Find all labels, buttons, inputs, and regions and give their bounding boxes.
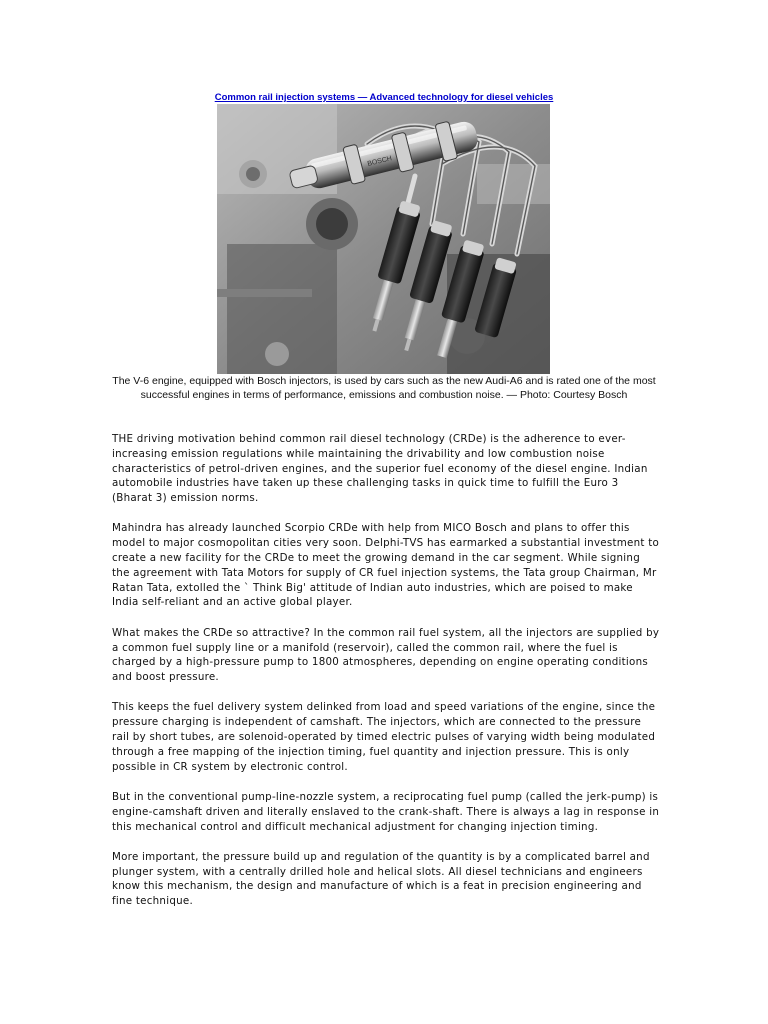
article-paragraph: THE driving motivation behind common rail diesel technology (CRDe) is the adherence to ever-increasing emission regulations while maintaining the drivability and low combustion noise characteristics of petrol-driven engines, and the superior fuel economy of the diesel engine. Indian automobile industries have taken up these challenging tasks in quick time to fulfill the Euro 3 (Bharat 3) emission norms. (112, 433, 648, 505)
article-paragraph: Mahindra has already launched Scorpio CRDe with help from MICO Bosch and plans to offer this model to major cosmopolitan cities very soon. Delphi-TVS has earmarked a substantial investment to create a new facility for the CRDe to meet the growing demand in the car segment. While signing the agreement with Tata Motors for supply of CR fuel injection systems, the Tata group Chairman, Mr Ratan Tata, extolled the ` Think Big' attitude of Indian auto industries, which are poised to make India self-reliant and an active global player. (112, 522, 660, 609)
article-paragraph: What makes the CRDe so attractive? In the common rail fuel system, all the injectors are supplied by a common fuel supply line or a manifold (reservoir), called the common rail, where the fuel is charged by a high-pressure pump to 1800 atmospheres, depending on engine operating conditions and boost pressure. (112, 626, 660, 684)
engine-photo (217, 104, 550, 374)
article-paragraph: This keeps the fuel delivery system delinked from load and speed variations of the engine, since the pressure charging is independent of camshaft. The injectors, which are connected to the pressure rail by short tubes, are solenoid-operated by timed electric pulses of varying width being modulated through a free mapping of the injection timing, fuel quantity and injection pressure. This is only possible in CR system by electronic control. (112, 701, 656, 773)
common-rail-injector-illustration (217, 104, 550, 374)
article-body (112, 432, 660, 925)
figure-title-link[interactable]: Common rail injection systems — Advanced technology for diesel vehicles (214, 92, 554, 103)
rail-brand-label: BOSCH (366, 155, 393, 168)
article-paragraph: But in the conventional pump-line-nozzle system, a reciprocating fuel pump (called the jerk-pump) is engine-camshaft driven and literally enslaved to the crank-shaft. There is always a lag in response in this mechanical control and difficult mechanical adjustment for changing injection timing. (112, 790, 660, 833)
article-paragraph: More important, the pressure build up and regulation of the quantity is by a complicated barrel and plunger system, with a centrally drilled hole and helical slots. All diesel technicians and engineers know this mechanism, the design and manufacture of which is a feat in precision engineering and fine technique. (112, 850, 650, 908)
figure-caption: The V-6 engine, equipped with Bosch injectors, is used by cars such as the new Audi-A6 and is rated one of the most successful engines in terms of performance, emissions and combustion noise. — Photo: Courtesy Bosch (112, 375, 656, 401)
